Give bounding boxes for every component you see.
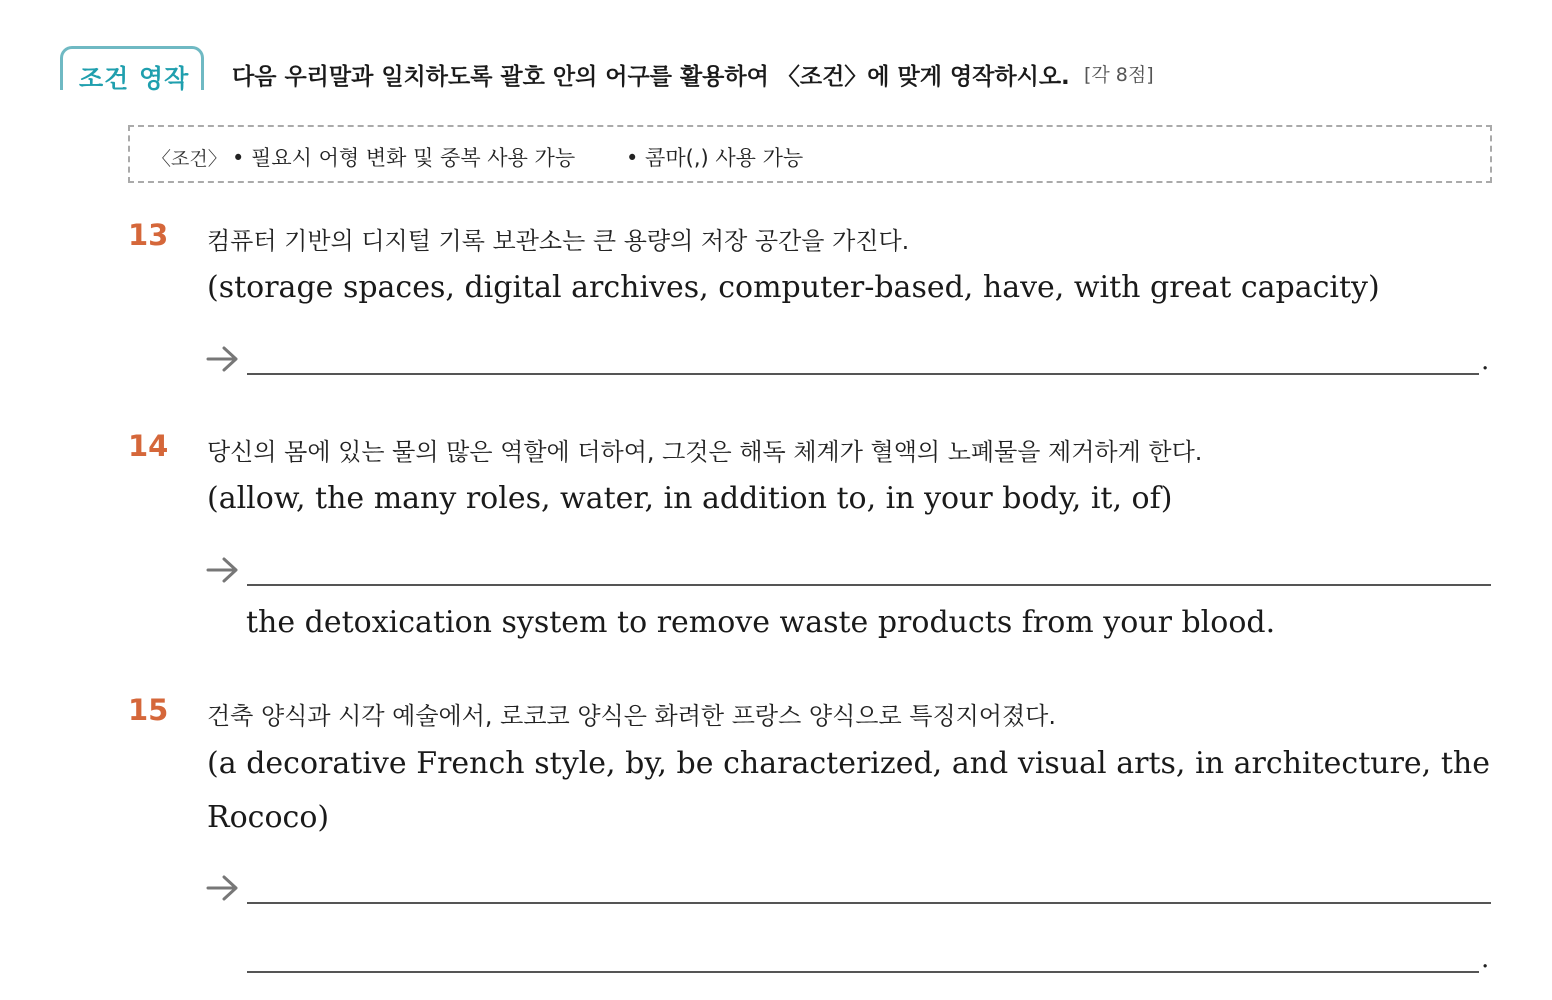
sentence-period: .	[1481, 944, 1490, 974]
question-korean: 건축 양식과 시각 예술에서, 로코코 양식은 화려한 프랑스 양식으로 특징지어졌다.	[207, 702, 1056, 730]
question-number: 13	[128, 218, 169, 252]
section-tab-label: 조건 영작	[79, 64, 190, 93]
question-hint: (a decorative French style, by, be characterized, and visual arts, in architecture, the Rococo)	[207, 746, 1490, 835]
conditions-box	[128, 125, 1492, 183]
question-korean: 당신의 몸에 있는 물의 많은 역할에 더하여, 그것은 해독 체계가 혈액의 노폐물을 제거하게 한다.	[207, 438, 1203, 466]
sentence-period: .	[1481, 346, 1490, 376]
question-number: 14	[128, 429, 169, 463]
question-hint: (allow, the many roles, water, in addition to, in your body, it, of)	[207, 481, 1173, 516]
answer-line[interactable]	[247, 971, 1479, 973]
section-tab	[60, 46, 204, 93]
right-arrow-icon	[205, 344, 241, 374]
exercise-header	[60, 46, 1500, 96]
points-label: [각 8점]	[1084, 64, 1154, 86]
right-arrow-icon	[205, 555, 241, 585]
sentence-continuation: the detoxication system to remove waste products from your blood.	[246, 605, 1276, 640]
conditions-label: 〈조건〉	[152, 148, 227, 170]
question-hint: (storage spaces, digital archives, computer-based, have, with great capacity)	[207, 270, 1380, 305]
condition-item: • 필요시 어형 변화 및 중복 사용 가능	[232, 146, 576, 170]
question-korean: 컴퓨터 기반의 디지털 기록 보관소는 큰 용량의 저장 공간을 가진다.	[207, 227, 910, 255]
question-number: 15	[128, 693, 169, 727]
answer-line[interactable]	[247, 373, 1479, 375]
condition-item: • 콤마(,) 사용 가능	[626, 146, 804, 170]
answer-line[interactable]	[247, 902, 1491, 904]
answer-line[interactable]	[247, 584, 1491, 586]
instruction-text: 다음 우리말과 일치하도록 괄호 안의 어구를 활용하여 〈조건〉에 맞게 영작하시오.	[232, 64, 1070, 90]
right-arrow-icon	[205, 873, 241, 903]
